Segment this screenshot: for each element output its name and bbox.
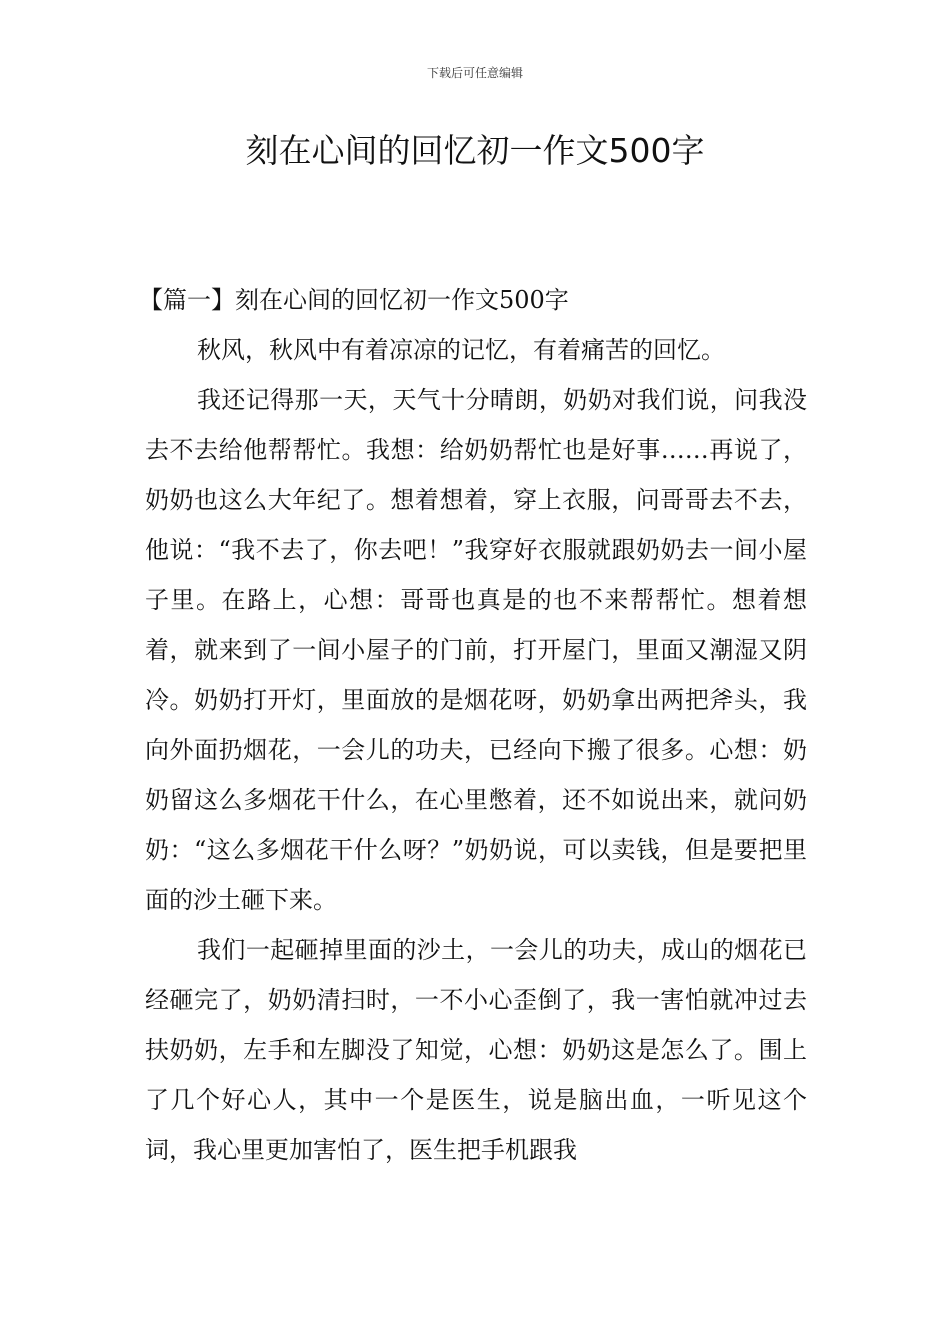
paragraph-1: 秋风，秋风中有着凉凉的记忆，有着痛苦的回忆。 <box>197 336 725 364</box>
section-heading: 【篇一】刻在心间的回忆初一作文500字 <box>139 286 569 314</box>
document-body <box>139 275 807 1175</box>
paragraph-3: 我们一起砸掉里面的沙土，一会儿的功夫，成山的烟花已经砸完了，奶奶清扫时，一不小心歪倒了，我一害怕就冲过去扶奶奶，左手和左脚没了知觉，心想：奶奶这是怎么了。围上了几个好心人，其中一个是医生，说是脑出血，一听见这个词，我心里更加害怕了，医生把手机跟我 <box>145 936 807 1164</box>
paragraph-2: 我还记得那一天，天气十分晴朗，奶奶对我们说，问我没去不去给他帮帮忙。我想：给奶奶帮忙也是好事……再说了，奶奶也这么大年纪了。想着想着，穿上衣服，问哥哥去不去，他说：“我不去了，你去吧！”我穿好衣服就跟奶奶去一间小屋子里。在路上，心想：哥哥也真是的也不来帮帮忙。想着想着，就来到了一间小屋子的门前，打开屋门，里面又潮湿又阴冷。奶奶打开灯，里面放的是烟花呀，奶奶拿出两把斧头，我向外面扔烟花，一会儿的功夫，已经向下搬了很多。心想：奶奶留这么多烟花干什么，在心里憋着，还不如说出来，就问奶奶：“这么多烟花干什么呀？”奶奶说，可以卖钱，但是要把里面的沙土砸下来。 <box>145 386 807 914</box>
header-note: 下载后可任意编辑 <box>426 66 523 80</box>
document-title: 刻在心间的回忆初一作文500字 <box>245 131 705 170</box>
